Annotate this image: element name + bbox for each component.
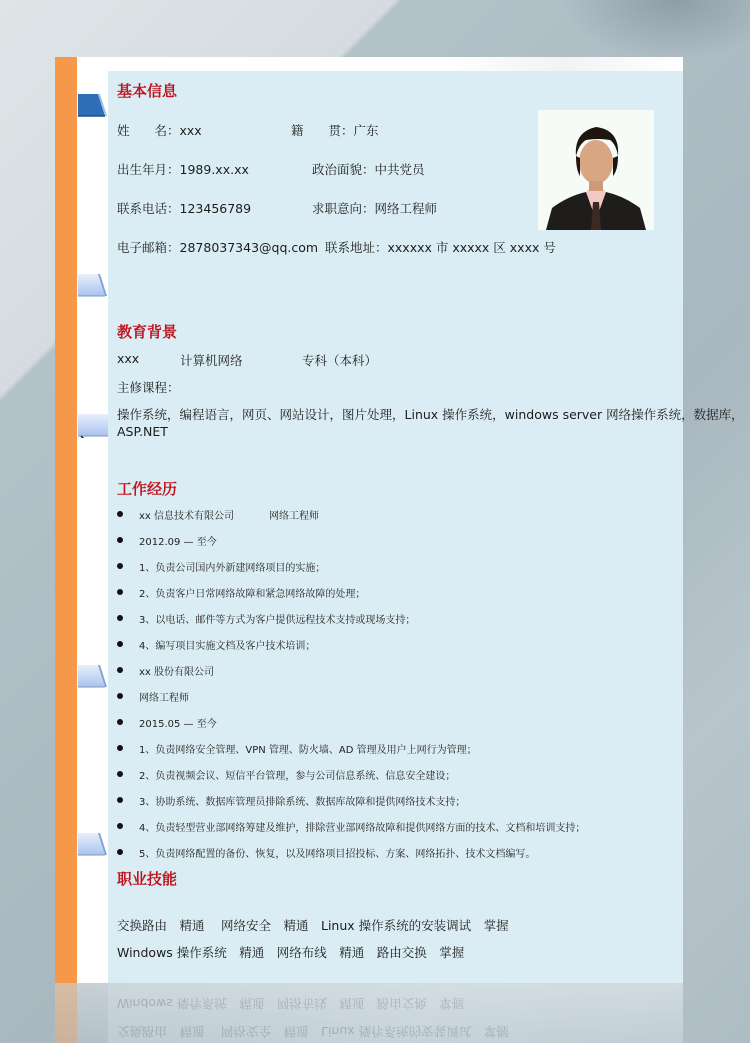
school-name: xxx [117, 351, 140, 366]
section-title-education: 教育背景 [117, 323, 178, 341]
job-intent-label: 求职意向： [312, 201, 375, 216]
name-value: xxx [179, 123, 202, 138]
major-name: 计算机网络 [180, 353, 243, 368]
section-tab-work-2 [78, 831, 108, 855]
birth-value: 1989.xx.xx [179, 162, 249, 177]
bullet-icon [117, 745, 123, 751]
resume-content: 基本信息 姓 名：xxx 籍 贯：广东 出生年月：1989.xx.xx 政治面貌：中共党员 联系电话：123456789 求职意向：网络工程师 电子邮箱：2878037343@qq.com 联系地址：xxxxxx 市 xxxxx 区 xxxx 号 教育背景 xxx 计算机网络 专科（本科） 主修课程： 操作系统，编程语言，网页、网站设计，图片处理，Linux 操作系统，windows server 网络操作系统，数据库， ASP.NET 工作经历 xx 信息技术有限公司 网络工程师 2012.09 — 至今 1、负责公司国内外新建网络项目的实施； 2、负责客户日常网络故障和紧急网络故障的处理； 3、以电话、邮件等方式为客户提供远程技术支持或现场支持； 4、编写项目实施文档及客户技术培训； xx 股份有限公司 网络工程师 2015.05 — 至今 1、负责网络安全管理、VPN 管理、防火墙、AD 管理及用户上网行为管理； 2、负责视频会议、短信平台管理，参与公司信息系统、信息安全建设； 3、协助系统、数据库管理员排除系统、数据库故障和提供网络技术支持； 4、负责轻型营业部网络筹建及维护，排除营业部网络故障和提供网络方面的技术、文档和培训支持； 5、负责网络配置的备份、恢复，以及网络项目招投标、方案、网络拓扑、技术文档编写。 职业技能 交换路由 精通 网络安全 精通 Linux 操作系统的安装调试 掌握 Windows 操作系统 精通 网络布线 精通 路由交换 掌握 [108, 71, 683, 983]
orange-side-bar [55, 57, 77, 983]
skills-line-2: Windows 操作系统 精通 网络布线 精通 路由交换 掌握 [117, 945, 465, 960]
address-label: 联系地址： [325, 240, 388, 255]
phone-label: 联系电话： [117, 201, 180, 216]
reflection-skills-line-2: Windows 操作系统 精通 网络布线 精通 路由交换 掌握 [117, 996, 465, 1011]
bullet-icon [117, 797, 123, 803]
bullet-icon [117, 589, 123, 595]
section-title-basic-info: 基本信息 [117, 82, 178, 100]
bullet-icon [117, 719, 123, 725]
hometown-label: 籍 贯： [291, 123, 354, 138]
hometown-value: 广东 [353, 123, 379, 138]
email-label: 电子邮箱： [117, 240, 180, 255]
section-title-work: 工作经历 [117, 480, 178, 498]
birth-field [117, 160, 249, 178]
address-value: xxxxxx 市 xxxxx 区 xxxx 号 [387, 240, 556, 255]
name-field [117, 121, 202, 139]
bullet-icon [117, 693, 123, 699]
reflection-skills-line-1: 交换路由 精通 网络安全 精通 Linux 操作系统的安装调试 掌握 [117, 1024, 509, 1039]
bullet-icon [117, 667, 123, 673]
job-intent-value: 网络工程师 [374, 201, 438, 216]
job-intent-field [312, 199, 437, 217]
section-tab-education [78, 272, 108, 296]
degree: 专科（本科） [302, 353, 378, 368]
courses-line-2: ASP.NET [117, 424, 168, 439]
portrait-photo [538, 110, 654, 230]
name-label: 姓 名： [117, 123, 180, 138]
bullet-icon [117, 823, 123, 829]
political-value: 中共党员 [374, 162, 425, 177]
courses-label: 主修课程： [117, 380, 180, 395]
phone-field [117, 199, 251, 217]
email-value: 2878037343@qq.com [179, 240, 319, 255]
background-shade [560, 0, 750, 60]
political-field [312, 160, 425, 178]
resume-page [55, 57, 744, 983]
address-field [325, 238, 556, 256]
page-top-strip [77, 57, 683, 71]
birth-label: 出生年月： [117, 162, 180, 177]
bullet-icon [117, 511, 123, 517]
bullet-icon [117, 615, 123, 621]
courses-line-1: 操作系统，编程语言，网页、网站设计，图片处理，Linux 操作系统，windows server 网络操作系统，数据库， [117, 407, 744, 422]
phone-value: 123456789 [179, 201, 252, 216]
hometown-field [291, 121, 379, 139]
bullet-icon [117, 563, 123, 569]
section-tab-work-1 [78, 663, 108, 687]
bullet-icon [117, 641, 123, 647]
bullet-icon [117, 537, 123, 543]
skills-line-1: 交换路由 精通 网络安全 精通 Linux 操作系统的安装调试 掌握 [117, 918, 509, 933]
email-field [117, 238, 318, 256]
page-reflection [55, 983, 683, 1043]
section-tab-courses [78, 412, 108, 436]
bullet-icon [117, 849, 123, 855]
political-label: 政治面貌： [312, 162, 375, 177]
section-tab-basic-info [78, 92, 108, 116]
reflection-orange-bar [55, 983, 77, 1043]
section-title-skills: 职业技能 [117, 870, 178, 888]
bullet-icon [117, 771, 123, 777]
